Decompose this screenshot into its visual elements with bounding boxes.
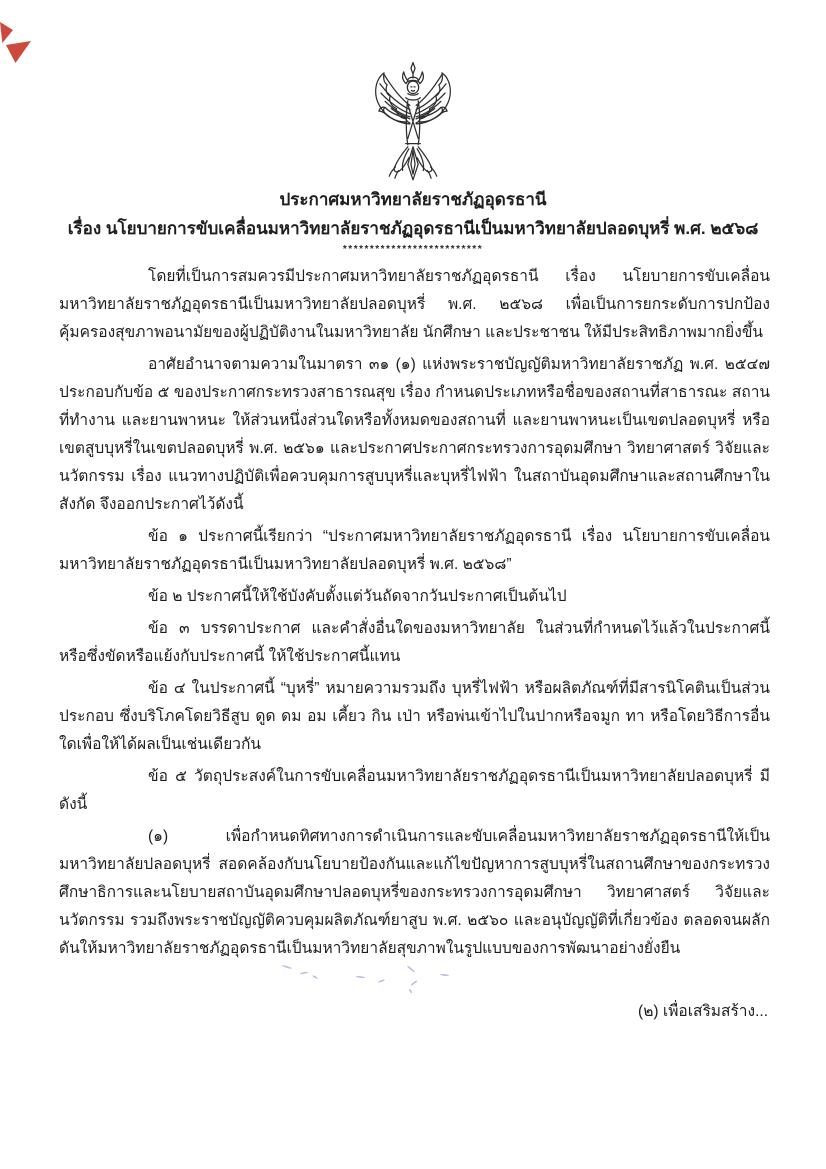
announcement-subject: เรื่อง นโยบายการขับเคลื่อนมหาวิทยาลัยราชภัฏอุดรธานีเป็นมหาวิทยาลัยปลอดบุหรี่ พ.ศ. ๒๕๖๘ [67, 219, 759, 238]
title-block [40, 185, 786, 256]
paragraph-preamble: โดยที่เป็นการสมควรมีประกาศมหาวิทยาลัยราชภัฏอุดรธานี เรื่อง นโยบายการขับเคลื่อนมหาวิทยาลัยราชภัฏอุดรธานีเป็นมหาวิทยาลัยปลอดบุหรี่ พ.ศ. ๒๕๖๘ เพื่อเป็นการยกระดับการปกป้องคุ้มครองสุขภาพอนามัยของผู้ปฏิบัติงานในมหาวิทยาลัย นักศึกษา และประชาชน ให้มีประสิทธิภาพมากยิ่งขึ้น [59, 268, 770, 341]
garuda-emblem-icon [356, 61, 470, 185]
paragraph-objective-1: (๑) เพื่อกำหนดทิศทางการดำเนินการและขับเคลื่อนมหาวิทยาลัยราชภัฏอุดรธานีให้เป็นมหาวิทยาลัยปลอดบุหรี่ สอดคล้องกับนโยบายป้องกันและแก้ไขปัญหาการสูบบุหรี่ในสถานศึกษาของกระทรวงศึกษาธิการและนโยบายสถาบันอุดมศึกษาปลอดบุหรี่ของกระทรวงการอุดมศึกษา วิทยาศาสตร์ วิจัยและนวัตกรรม รวมถึงพระราชบัญญัติควบคุมผลิตภัณฑ์ยาสูบ พ.ศ. ๒๕๖๐ และอนุบัญญัติที่เกี่ยวข้อง ตลอดจนผลักดันให้มหาวิทยาลัยราชภัฏอุดรธานีเป็นมหาวิทยาลัยสุขภาพในรูปแบบของการพัฒนาอย่างยั่งยืน [59, 828, 770, 957]
paragraph-authority: อาศัยอำนาจตามความในมาตรา ๓๑ (๑) แห่งพระราชบัญญัติมหาวิทยาลัยราชภัฏ พ.ศ. ๒๕๔๗ ประกอบกับข้อ ๕ ของประกาศกระทรวงสาธารณสุข เรื่อง กำหนดประเภทหรือชื่อของสถานที่สาธารณะ สถานที่ทำงาน และยานพาหนะ ให้ส่วนหนึ่งส่วนใดหรือทั้งหมดของสถานที่ และยานพาหนะเป็นเขตปลอดบุหรี่ หรือเขตสูบบุหรี่ในเขตปลอดบุหรี่ พ.ศ. ๒๕๖๑ และประกาศประกาศกระทรวงการอุดมศึกษา วิทยาศาสตร์ วิจัยและนวัตกรรม เรื่อง แนวทางปฏิบัติเพื่อควบคุมการสูบบุหรี่และบุหรี่ไฟฟ้า ในสถาบันอุดมศึกษาและสถานศึกษาในสังกัด จึงออกประกาศไว้ดังนี้ [59, 356, 770, 513]
paragraph-clause-4: ข้อ ๔ ในประกาศนี้ “บุหรี่” หมายความรวมถึง บุหรี่ไฟฟ้า หรือผลิตภัณฑ์ที่มีสารนิโคตินเป็นส่วนประกอบ ซึ่งบริโภคโดยวิธีสูบ ดูด ดม อม เคี้ยว กิน เป่า หรือพ่นเข้าไปในปากหรือจมูก ทา หรือโดยวิธีการอื่นใดเพื่อให้ได้ผลเป็นเช่นเดียวกัน [59, 680, 770, 753]
red-corner-mark-2 [6, 41, 31, 63]
announcement-title: ประกาศมหาวิทยาลัยราชภัฏอุดรธานี [279, 190, 547, 209]
page-continuation-marker: (๒) เพื่อเสริมสร้าง... [638, 1003, 768, 1020]
paragraph-clause-1: ข้อ ๑ ประกาศนี้เรียกว่า “ประกาศมหาวิทยาลัยราชภัฏอุดรธานี เรื่อง นโยบายการขับเคลื่อนมหาวิทยาลัยราชภัฏอุดรธานีเป็นมหาวิทยาลัยปลอดบุหรี่ พ.ศ. ๒๕๖๘” [59, 528, 770, 573]
handwritten-pen-marks [278, 960, 478, 996]
title-divider: ************************** [342, 244, 484, 255]
red-corner-mark-1 [0, 22, 13, 43]
paragraph-clause-2: ข้อ ๒ ประกาศนี้ให้ใช้บังคับตั้งแต่วันถัดจากวันประกาศเป็นต้นไป [148, 588, 567, 605]
paragraph-clause-5: ข้อ ๕ วัตถุประสงค์ในการขับเคลื่อนมหาวิทยาลัยราชภัฏอุดรธานีเป็นมหาวิทยาลัยปลอดบุหรี่ มีดังนี้ [59, 768, 770, 813]
paragraph-clause-3: ข้อ ๓ บรรดาประกาศ และคำสั่งอื่นใดของมหาวิทยาลัย ในส่วนที่กำหนดไว้แล้วในประกาศนี้ หรือซึ่งขัดหรือแย้งกับประกาศนี้ ให้ใช้ประกาศนี้แทน [59, 620, 770, 665]
announcement-body [59, 263, 770, 967]
